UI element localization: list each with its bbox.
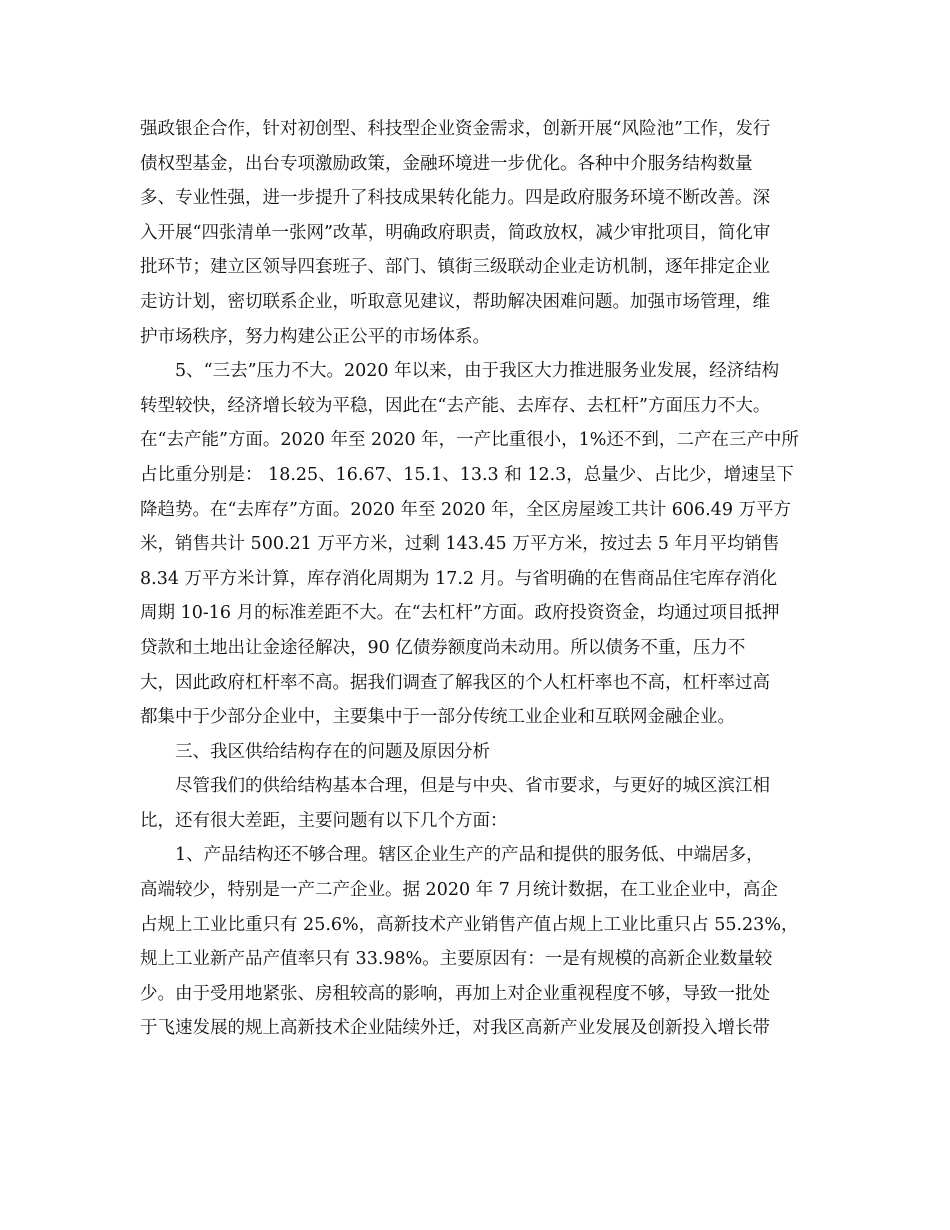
text-line: 都集中于少部分企业中，主要集中于一部分传统工业企业和互联网金融企业。	[140, 707, 735, 728]
text-line: 占规上工业比重只有 25.6%，高新技术产业销售产值占规上工业比重只占 55.23%，	[140, 914, 799, 935]
text-line: 周期 10-16 月的标准差距不大。在“去杠杆”方面。政府投资资金，均通过项目抵押	[140, 603, 780, 624]
text-line: 米，销售共计 500.21 万平方米，过剩 143.45 万平方米，按过去 5 年月平均销售	[140, 534, 780, 555]
text-line: 于飞速发展的规上高新技术企业陆续外迁，对我区高新产业发展及创新投入增长带	[140, 1018, 770, 1039]
text-line: 批环节；建立区领导四套班子、部门、镇街三级联动企业走访机制，逐年排定企业	[140, 257, 770, 278]
text-line: 大，因此政府杠杆率不高。据我们调查了解我区的个人杠杆率也不高，杠杆率过高	[140, 672, 770, 693]
text-line: 占比重分别是： 18.25、16.67、15.1、13.3 和 12.3，总量少、占比少，增速呈下	[140, 464, 794, 485]
text-line: 强政银企合作，针对初创型、科技型企业资金需求，创新开展“风险池”工作，发行	[140, 119, 771, 139]
text-line: 比，还有很大差距，主要问题有以下几个方面：	[140, 810, 508, 831]
text-line: 多、专业性强，进一步提升了科技成果转化能力。四是政府服务环境不断改善。深	[140, 188, 770, 209]
text-line: 尽管我们的供给结构基本合理，但是与中央、省市要求，与更好的城区滨江相	[175, 776, 770, 797]
document-body	[140, 112, 812, 1046]
text-line: 规上工业新产品产值率只有 33.98%。主要原因有：一是有规模的高新企业数量较	[140, 949, 773, 970]
text-line: 在“去产能”方面。2020 年至 2020 年，一产比重很小，1%还不到，二产在三产中所	[140, 430, 799, 451]
text-line: 少。由于受用地紧张、房租较高的影响，再加上对企业重视程度不够，导致一批处	[140, 983, 770, 1004]
text-line: 转型较快，经济增长较为平稳，因此在“去产能、去库存、去杠杆”方面压力不大。	[140, 395, 771, 416]
text-line: 8.34 万平方米计算，库存消化周期为 17.2 月。与省明确的在售商品住宅库存消化	[140, 568, 778, 589]
text-line: 三、我区供给结构存在的问题及原因分析	[175, 741, 490, 762]
text-line: 债权型基金，出台专项激励政策，金融环境进一步优化。各种中介服务结构数量	[140, 153, 753, 174]
text-line: 入开展“四张清单一张网”改革，明确政府职责，简政放权，减少审批项目，简化审	[140, 222, 771, 243]
text-line: 走访计划，密切联系企业，听取意见建议，帮助解决困难问题。加强市场管理，维	[140, 291, 770, 312]
text-line: 高端较少，特别是一产二产企业。据 2020 年 7 月统计数据，在工业企业中，高企	[140, 880, 778, 901]
text-line: 护市场秩序，努力构建公正公平的市场体系。	[140, 326, 490, 347]
text-line: 5、“三去”压力不大。2020 年以来，由于我区大力推进服务业发展，经济结构	[175, 361, 780, 382]
text-line: 贷款和土地出让金途径解决，90 亿债券额度尚未动用。所以债务不重，压力不	[140, 637, 746, 658]
text-line: 1、产品结构还不够合理。辖区企业生产的产品和提供的服务低、中端居多，	[175, 845, 764, 866]
text-line: 降趋势。在“去库存”方面。2020 年至 2020 年，全区房屋竣工共计 606.49 万平方	[140, 499, 792, 520]
